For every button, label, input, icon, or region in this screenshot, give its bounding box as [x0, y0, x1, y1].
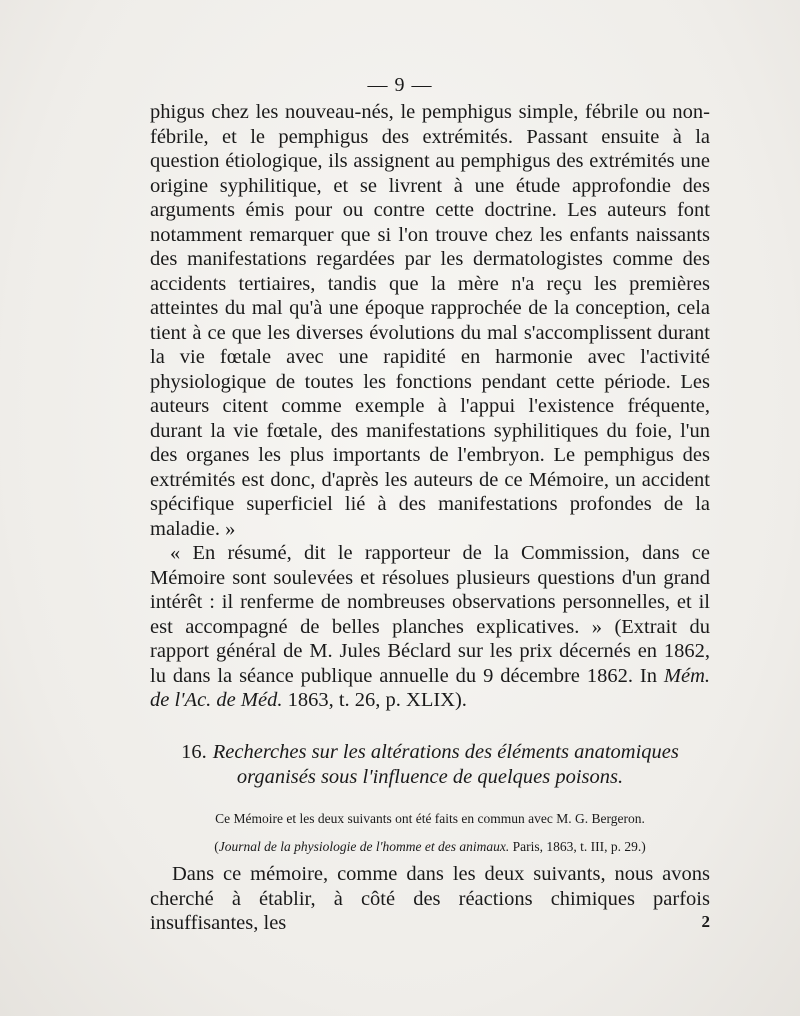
entry-body: Dans ce mémoire, comme dans les deux suivants, nous avons cherché à établir, à côté des réactions chimiques parfois insuffisantes, les [150, 863, 710, 934]
entry-title-text: Recherches sur les altérations des éléments anatomiques organisés sous l'influence de quelques poisons. [212, 741, 679, 788]
printer-signature-mark: 2 [701, 912, 710, 931]
entry-source-open: ( [214, 839, 219, 854]
page-number: — 9 — [367, 74, 433, 96]
entry-note: Ce Mémoire et les deux suivants ont été faits en commun avec M. G. Bergeron. [215, 811, 645, 826]
entry-source-rest: Paris, 1863, t. III, p. 29.) [509, 839, 646, 854]
paragraph-2-main: « En résumé, dit le rapporteur de la Commission, dans ce Mémoire sont soulevées et résolues plusieurs questions d'un grand intérêt : il renferme de nombreuses observations personnelles, et il est accompagné de belles planches explicatives. » (Extrait du rapport général de M. Jules Béclard sur les prix décernés en 1862, lu dans la séance publique annuelle du 9 décembre 1862. In [150, 542, 710, 687]
entry-source [150, 838, 710, 856]
entry-title [150, 740, 710, 790]
bibliography-entry [150, 740, 710, 856]
paragraph-2-end: 1863, t. 26, p. XLIX). [282, 689, 467, 711]
paragraph-2 [150, 541, 710, 713]
paragraph-2-journal: Mém. de l'Ac. de Méd. [150, 664, 710, 711]
body-text [150, 100, 710, 713]
paragraph-1: phigus chez les nouveau-nés, le pemphigus simple, fébrile ou non-fébrile, et le pemphigus des extrémités. Passant ensuite à la question étiologique, ils assignent au pemphigus des extrémités une origine syphilitique, et se livrent à une étude approfondie des arguments émis pour ou contre cette doctrine. Les auteurs font notamment remarquer que si l'on trouve chez les enfants naissants des manifestations regardées par les dermatologistes comme des accidents tertiaires, tandis que la mère n'a reçu les premières atteintes du mal qu'à une époque rapprochée de la conception, cela tient à ce que les diverses évolutions du mal s'accomplissent durant la vie fœtale avec une rapidité en harmonie avec l'activité physiologique de toutes les fonctions pendant cette période. Les auteurs citent comme exemple à l'appui l'existence fréquente, durant la vie fœtale, des manifestations syphilitiques du foie, l'un des organes les plus importants de l'embryon. Le pemphigus des extrémités est donc, d'après les auteurs de ce Mémoire, un accident spécifique superficiel lié à des manifestations profondes de la maladie. » [150, 101, 710, 540]
entry-source-journal: Journal de la physiologie de l'homme et des animaux. [218, 839, 510, 854]
entry-number: 16. [181, 741, 207, 763]
